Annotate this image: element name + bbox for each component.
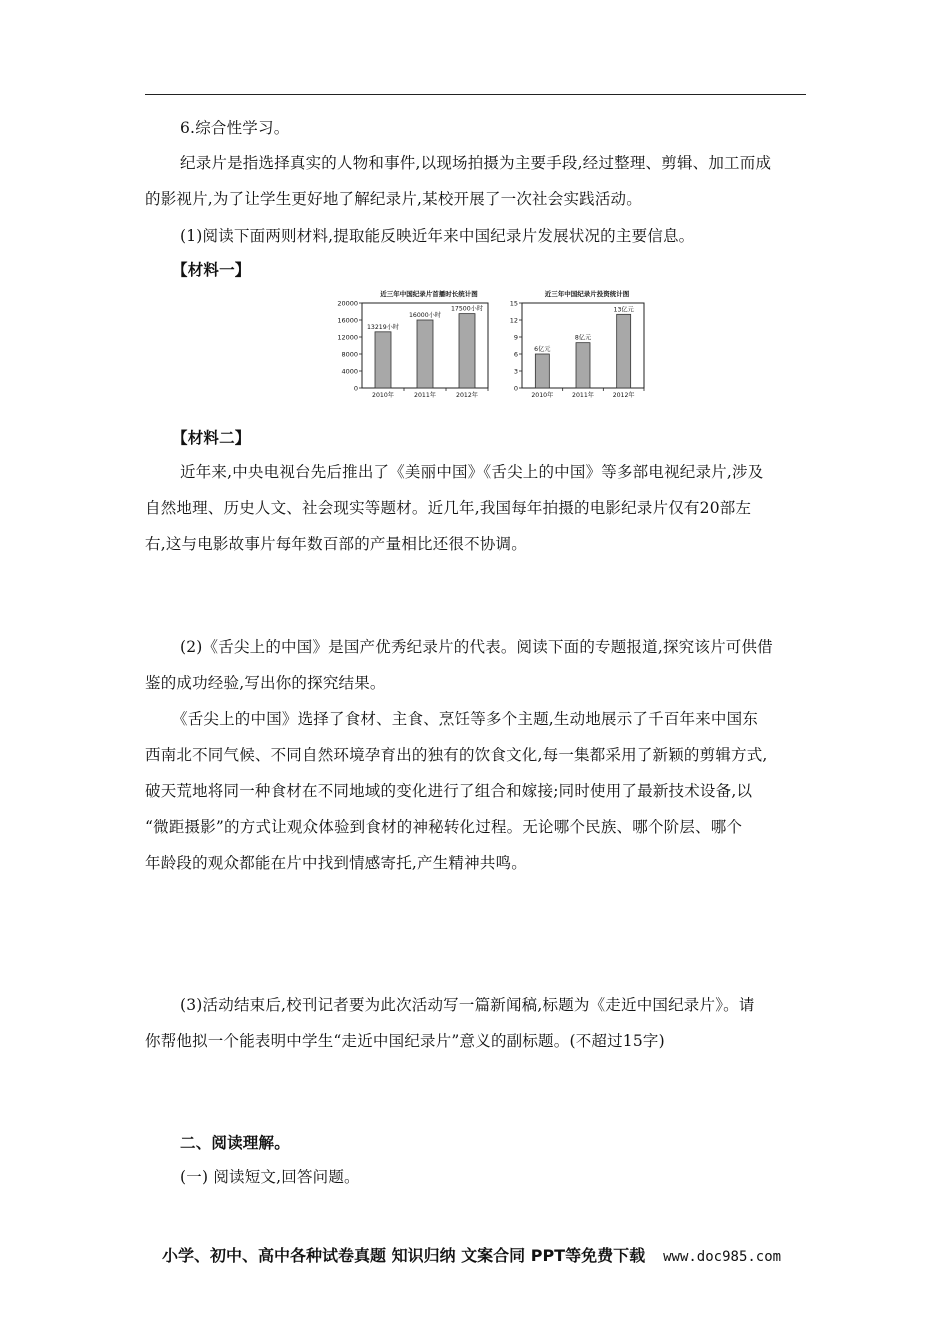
x-tick-label: 2010年 — [531, 392, 554, 399]
bar — [459, 314, 475, 388]
intro-line-1: 纪录片是指选择真实的人物和事件,以现场拍摄为主要手段,经过整理、剪辑、加工而成 — [180, 154, 772, 172]
bar — [375, 332, 391, 388]
part2-line-1: (2)《舌尖上的中国》是国产优秀纪录片的代表。阅读下面的专题报道,探究该片可供借 — [180, 638, 773, 656]
y-tick-label: 6 — [513, 350, 518, 359]
chart-title: 近三年中国纪录片投资统计图 — [544, 290, 630, 298]
y-tick-label: 0 — [353, 384, 358, 393]
x-tick-label: 2012年 — [612, 392, 635, 399]
part2-line-2: 鉴的成功经验,写出你的探究结果。 — [145, 674, 386, 692]
report-line-4: “微距摄影”的方式让观众体验到食材的神秘转化过程。无论哪个民族、哪个阶层、哪个 — [145, 818, 743, 836]
y-tick-label: 8000 — [341, 350, 358, 359]
material2-line-1: 近年来,中央电视台先后推出了《美丽中国》《舌尖上的中国》等多部电视纪录片,涉及 — [180, 463, 764, 481]
material1-label: 【材料一】 — [172, 260, 251, 279]
footer — [162, 1243, 781, 1266]
part3-line-2: 你帮他拟一个能表明中学生“走近中国纪录片”意义的副标题。(不超过15字) — [145, 1032, 665, 1050]
report-line-3: 破天荒地将同一种食材在不同地域的变化进行了组合和嫁接;同时使用了最新技术设备,以 — [145, 782, 753, 800]
data-label: 13亿元 — [613, 306, 634, 314]
chart-title: 近三年中国纪录片首播时长统计图 — [380, 290, 478, 298]
chart-investment — [508, 285, 648, 400]
x-tick-label: 2012年 — [456, 392, 478, 399]
data-label: 8亿元 — [574, 334, 592, 342]
y-tick-label: 16000 — [337, 316, 358, 325]
section2-title: 二、阅读理解。 — [180, 1133, 290, 1152]
intro-line-2: 的影视片,为了让学生更好地了解纪录片,某校开展了一次社会实践活动。 — [145, 190, 642, 208]
bar — [535, 354, 549, 388]
header-rule — [145, 94, 806, 95]
y-tick-label: 0 — [513, 384, 518, 393]
part1-prompt: (1)阅读下面两则材料,提取能反映近年来中国纪录片发展状况的主要信息。 — [180, 227, 695, 245]
material2-line-2: 自然地理、历史人文、社会现实等题材。近几年,我国每年拍摄的电影纪录片仅有20部左 — [145, 499, 752, 517]
data-label: 16000小时 — [408, 312, 442, 319]
y-tick-label: 12000 — [337, 333, 358, 342]
chart-broadcast-hours — [328, 285, 492, 400]
y-tick-label: 9 — [513, 333, 518, 342]
data-label: 13219小时 — [366, 323, 400, 331]
footer-url[interactable]: www.doc985.com — [663, 1249, 782, 1265]
x-tick-label: 2010年 — [372, 392, 394, 399]
material2-label: 【材料二】 — [172, 428, 251, 447]
y-tick-label: 4000 — [341, 367, 358, 376]
section2-subtitle: (一) 阅读短文,回答问题。 — [180, 1168, 360, 1186]
data-label: 17500小时 — [450, 305, 484, 313]
y-tick-label: 3 — [513, 367, 518, 376]
y-tick-label: 20000 — [337, 299, 358, 308]
material2-line-3: 右,这与电影故事片每年数百部的产量相比还很不协调。 — [145, 535, 527, 553]
report-line-1: 《舌尖上的中国》选择了食材、主食、烹饪等多个主题,生动地展示了千百年来中国东 — [172, 710, 759, 728]
bar — [576, 343, 590, 388]
question-title: 6.综合性学习。 — [180, 119, 290, 137]
data-label: 6亿元 — [534, 346, 551, 353]
x-tick-label: 2011年 — [572, 392, 594, 399]
report-line-5: 年龄段的观众都能在片中找到情感寄托,产生精神共鸣。 — [145, 854, 527, 872]
bar — [617, 314, 631, 388]
part3-line-1: (3)活动结束后,校刊记者要为此次活动写一篇新闻稿,标题为《走近中国纪录片》。请 — [180, 996, 755, 1014]
report-line-2: 西南北不同气候、不同自然环境孕育出的独有的饮食文化,每一集都采用了新颖的剪辑方式, — [145, 746, 768, 764]
y-tick-label: 15 — [509, 299, 518, 308]
x-tick-label: 2011年 — [414, 392, 436, 399]
bar — [417, 320, 433, 388]
y-tick-label: 12 — [509, 316, 518, 325]
footer-text: 小学、初中、高中各种试卷真题 知识归纳 文案合同 PPT等免费下载 — [162, 1246, 646, 1265]
